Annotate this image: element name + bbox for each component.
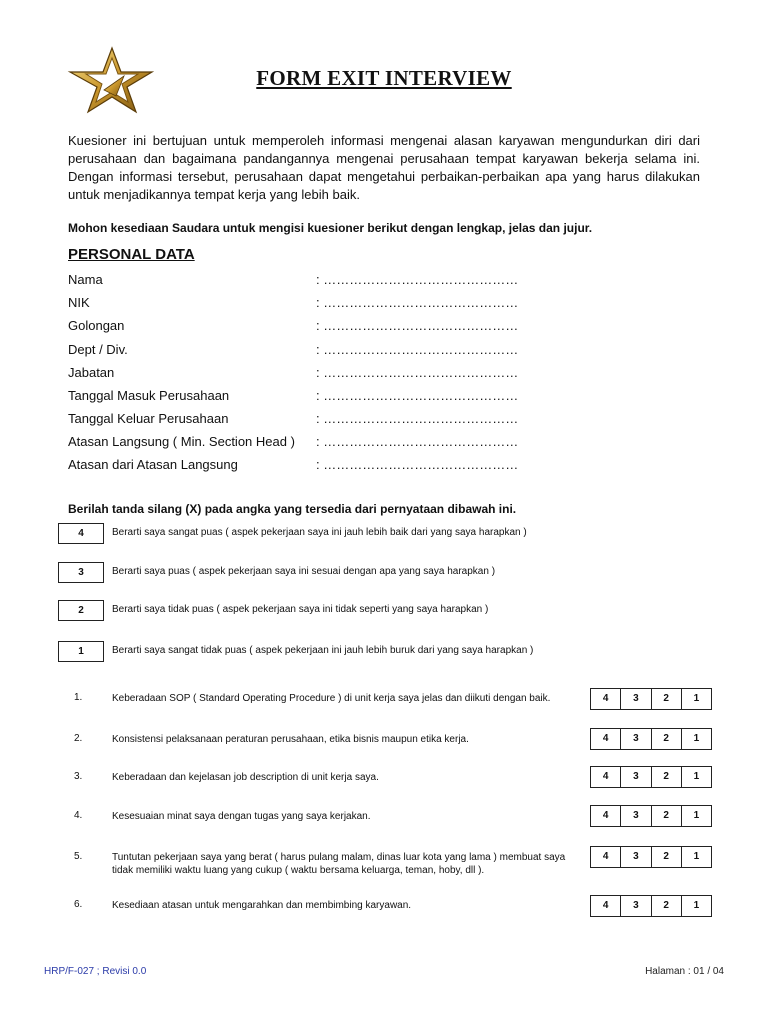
fill-in-line[interactable]: : ……………………………………… [316, 365, 519, 380]
rating-option-4[interactable]: 4 [602, 693, 609, 704]
request-text: Mohon kesediaan Saudara untuk mengisi kuesioner berikut dengan lengkap, jelas dan jujur. [68, 221, 593, 235]
rating-row [590, 846, 712, 868]
scale-description: Berarti saya tidak puas ( aspek pekerjaan saya ini tidak seperti yang saya harapkan ) [112, 604, 489, 615]
field-label: Dept / Div. [68, 342, 128, 357]
rating-option-4[interactable]: 4 [602, 771, 609, 782]
rating-option-3[interactable]: 3 [620, 767, 650, 787]
question-number: 1. [74, 692, 83, 703]
rating-row [590, 688, 712, 710]
rating-row [590, 766, 712, 788]
question-number: 5. [74, 851, 83, 862]
fill-in-line[interactable]: : ……………………………………… [316, 272, 519, 287]
field-jabatan [68, 365, 708, 383]
field-atasan-dari-atasan [68, 457, 708, 475]
field-label: NIK [68, 295, 90, 310]
rating-option-4[interactable]: 4 [602, 810, 609, 821]
field-golongan [68, 318, 708, 336]
fill-in-line[interactable]: : ……………………………………… [316, 411, 519, 426]
rating-row [590, 728, 712, 750]
fill-in-line[interactable]: : ……………………………………… [316, 457, 519, 472]
rating-option-2[interactable]: 2 [651, 847, 681, 867]
instruction-text: Berilah tanda silang (X) pada angka yang tersedia dari pernyataan dibawah ini. [68, 502, 517, 516]
rating-option-1[interactable]: 1 [681, 806, 711, 826]
question-number: 6. [74, 899, 83, 910]
rating-option-4[interactable]: 4 [602, 900, 609, 911]
page-title: FORM EXIT INTERVIEW [256, 66, 512, 90]
field-label: Tanggal Keluar Perusahaan [68, 411, 229, 426]
question-number: 2. [74, 733, 83, 744]
rating-option-1[interactable]: 1 [681, 847, 711, 867]
scale-description: Berarti saya sangat tidak puas ( aspek pekerjaan ini jauh lebih buruk dari yang saya harapkan ) [112, 645, 534, 656]
form-code: HRP/F-027 ; Revisi 0.0 [44, 966, 147, 977]
rating-option-3[interactable]: 3 [620, 729, 650, 749]
field-nik [68, 295, 708, 313]
rating-row [590, 895, 712, 917]
rating-option-1[interactable]: 1 [681, 689, 711, 709]
question-number: 3. [74, 771, 83, 782]
rating-option-2[interactable]: 2 [651, 806, 681, 826]
field-label: Atasan dari Atasan Langsung [68, 457, 238, 472]
question-number: 4. [74, 810, 83, 821]
field-label: Nama [68, 272, 103, 287]
fill-in-line[interactable]: : ……………………………………… [316, 434, 519, 449]
scale-description: Berarti saya puas ( aspek pekerjaan saya ini sesuai dengan apa yang saya harapkan ) [112, 566, 496, 577]
rating-option-3[interactable]: 3 [620, 847, 650, 867]
question-text: Keberadaan SOP ( Standard Operating Procedure ) di unit kerja saya jelas dan diikuti dengan baik. [112, 693, 551, 704]
fill-in-line[interactable]: : ……………………………………… [316, 295, 519, 310]
field-label: Atasan Langsung ( Min. Section Head ) [68, 434, 295, 449]
fill-in-line[interactable]: : ……………………………………… [316, 342, 519, 357]
rating-option-3[interactable]: 3 [620, 689, 650, 709]
scale-description: Berarti saya sangat puas ( aspek pekerjaan saya ini jauh lebih baik dari yang saya harapkan ) [112, 527, 527, 538]
rating-option-1[interactable]: 1 [681, 729, 711, 749]
question-text: Kesediaan atasan untuk mengarahkan dan membimbing karyawan. [112, 900, 412, 911]
rating-option-2[interactable]: 2 [651, 896, 681, 916]
rating-option-1[interactable]: 1 [681, 896, 711, 916]
scale-value-box: 1 [58, 641, 104, 662]
fill-in-line[interactable]: : ……………………………………… [316, 318, 519, 333]
fill-in-line[interactable]: : ……………………………………… [316, 388, 519, 403]
field-label: Golongan [68, 318, 125, 333]
rating-option-3[interactable]: 3 [620, 806, 650, 826]
field-dept [68, 342, 708, 360]
question-text: Kesesuaian minat saya dengan tugas yang saya kerjakan. [112, 811, 371, 822]
rating-option-2[interactable]: 2 [651, 767, 681, 787]
field-label: Tanggal Masuk Perusahaan [68, 388, 230, 403]
intro-paragraph: Kuesioner ini bertujuan untuk memperoleh informasi mengenai alasan karyawan mengundurkan diri dari perusahaan dan bagaimana pandangannya mengenai perusahaan tempat karyawan bekerja selama ini. Dengan informasi tersebut, perusahaan dapat mengetahui perbaikan-perbaikan apa yang harus dilakukan untuk menjadikannya tempat kerja yang lebih baik. [68, 133, 700, 202]
scale-value-box: 3 [58, 562, 104, 583]
scale-value-box: 4 [58, 523, 104, 544]
rating-option-4[interactable]: 4 [602, 733, 609, 744]
rating-option-4[interactable]: 4 [602, 851, 609, 862]
question-text: Tuntutan pekerjaan saya yang berat ( harus pulang malam, dinas luar kota yang lama ) membuat saya tidak memiliki waktu luang yang cukup ( waktu bersama keluarga, teman, hoby, dll ). [112, 852, 566, 876]
question-text: Konsistensi pelaksanaan peraturan perusahaan, etika bisnis maupun etika kerja. [112, 734, 469, 745]
field-atasan-langsung [68, 434, 708, 452]
page-number: Halaman : 01 / 04 [645, 966, 724, 977]
field-tanggal-keluar [68, 411, 708, 429]
rating-option-2[interactable]: 2 [651, 729, 681, 749]
rating-option-2[interactable]: 2 [651, 689, 681, 709]
field-nama [68, 272, 708, 290]
rating-option-3[interactable]: 3 [620, 896, 650, 916]
field-label: Jabatan [68, 365, 115, 380]
scale-value-box: 2 [58, 600, 104, 621]
rating-row [590, 805, 712, 827]
question-text: Keberadaan dan kejelasan job description di unit kerja saya. [112, 772, 379, 783]
rating-option-1[interactable]: 1 [681, 767, 711, 787]
personal-data-heading: PERSONAL DATA [68, 246, 195, 263]
field-tanggal-masuk [68, 388, 708, 406]
